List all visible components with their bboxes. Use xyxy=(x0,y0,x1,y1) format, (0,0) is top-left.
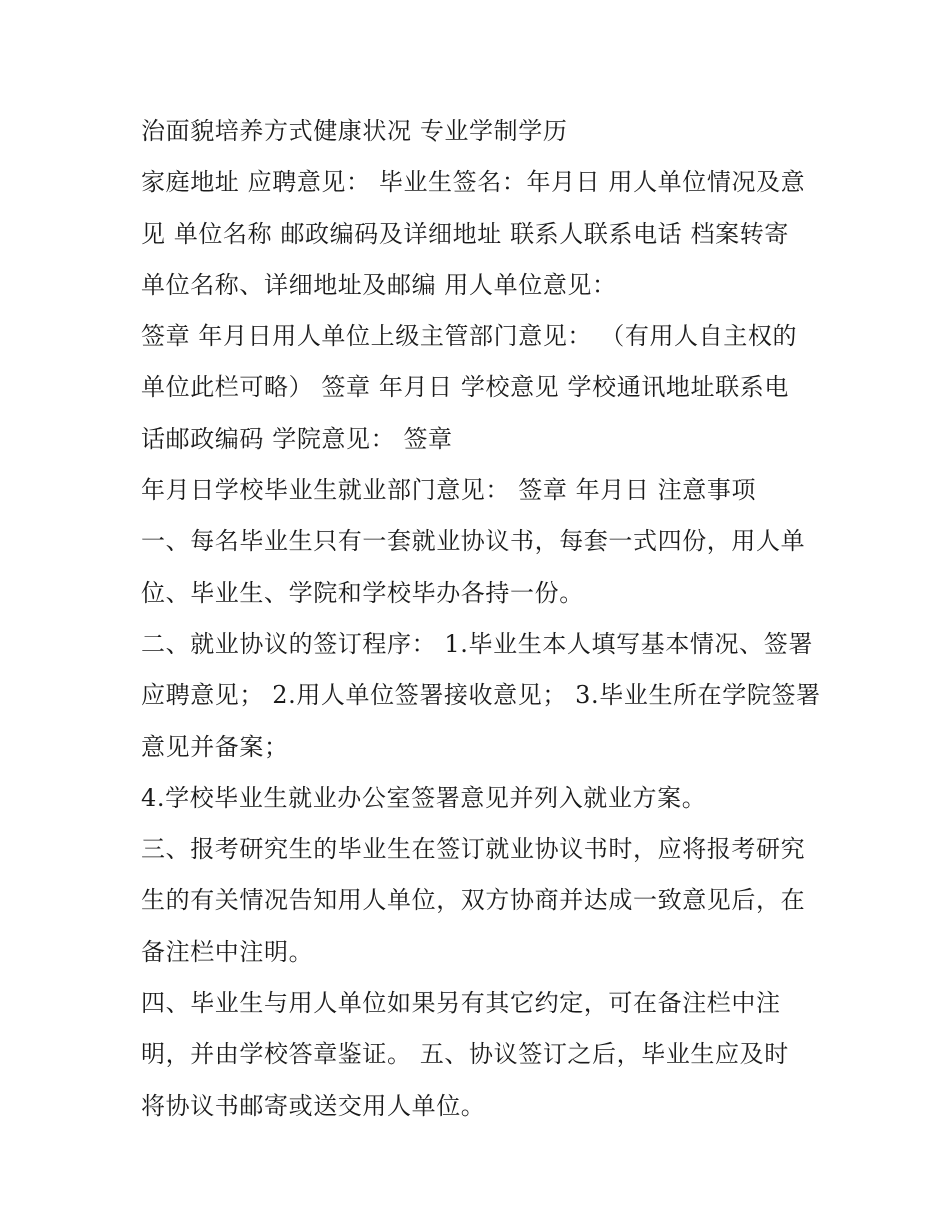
text-line-20: 将协议书邮寄或送交用人单位。 xyxy=(141,1091,486,1120)
text-line-9: 一、每名毕业生只有一套就业协议书，每套一式四份，用人单 xyxy=(141,527,806,556)
text-line-10: 位、毕业生、学院和学校毕办各持一份。 xyxy=(141,578,584,607)
text-line-18: 四、毕业生与用人单位如果另有其它约定，可在备注栏中注 xyxy=(141,989,781,1018)
text-line-17: 备注栏中注明。 xyxy=(141,937,314,966)
text-line-13: 意见并备案； xyxy=(141,732,289,761)
text-line-16: 生的有关情况告知用人单位，双方协商并达成一致意见后，在 xyxy=(141,886,806,915)
text-line-4: 单位名称、详细地址及邮编 用人单位意见： xyxy=(141,270,617,299)
text-line-7: 话邮政编码 学院意见： 签章 xyxy=(141,424,453,453)
document-body xyxy=(141,106,821,1132)
text-line-8: 年月日学校毕业生就业部门意见： 签章 年月日 注意事项 xyxy=(141,476,757,505)
text-line-14: 4.学校毕业生就业办公室签署意见并列入就业方案。 xyxy=(141,783,707,812)
text-line-3: 见 单位名称 邮政编码及详细地址 联系人联系电话 档案转寄 xyxy=(141,219,789,248)
text-line-11: 二、就业协议的签订程序： 1.毕业生本人填写基本情况、签署 xyxy=(141,629,813,658)
text-line-19: 明，并由学校答章鉴证。 五、协议签订之后，毕业生应及时 xyxy=(141,1040,789,1069)
text-line-6: 单位此栏可略） 签章 年月日 学校意见 学校通讯地址联系电 xyxy=(141,373,789,402)
text-line-1: 治面貌培养方式健康状况 专业学制学历 xyxy=(141,117,568,145)
text-line-12: 应聘意见； 2.用人单位签署接收意见； 3.毕业生所在学院签署 xyxy=(141,681,821,710)
text-line-2: 家庭地址 应聘意见： 毕业生签名：年月日 用人单位情况及意 xyxy=(141,168,806,197)
text-line-15: 三、报考研究生的毕业生在签订就业协议书时，应将报考研究 xyxy=(141,835,806,864)
text-line-5: 签章 年月日用人单位上级主管部门意见： （有用人自主权的 xyxy=(141,322,798,351)
